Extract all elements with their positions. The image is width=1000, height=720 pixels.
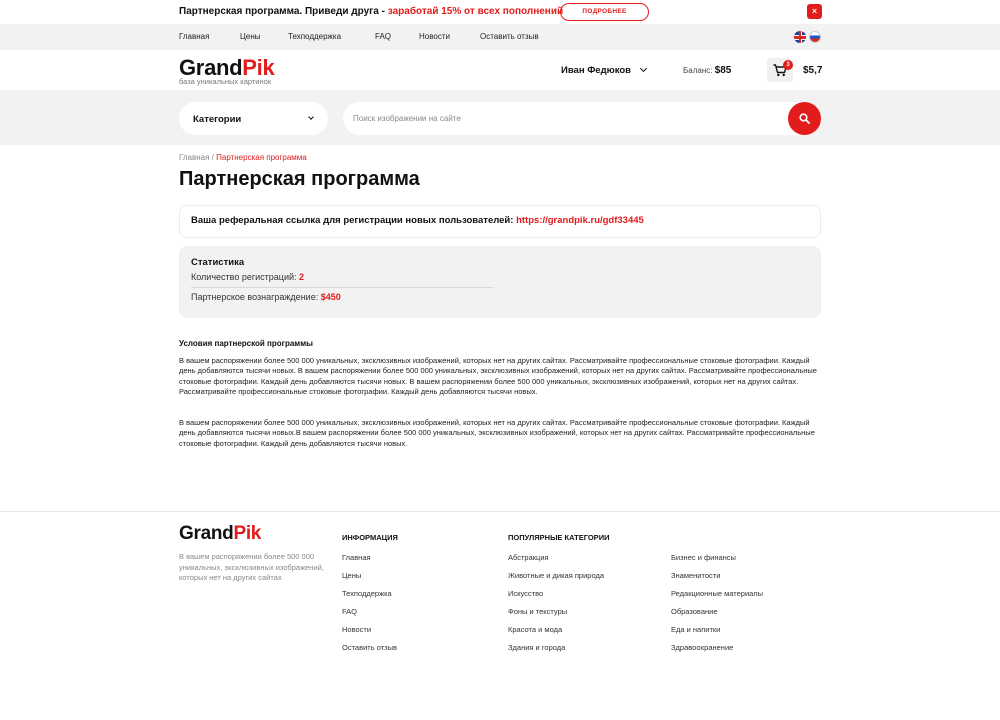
cart-amount: $5,7 [803,65,823,76]
flag-en-icon[interactable] [794,31,806,43]
categories-label: Категории [193,114,242,125]
footer-info-link[interactable]: Главная [342,553,371,562]
conditions-paragraph-2: В вашем распоряжении более 500 000 уникальных, эксклюзивных изображений, которых нет на других сайтах. Рассматривайте профессиональные стоковые фотографии. Каждый день добавляются тысячи новых.В вашем распоряжении более 500 000 уникальных, эксклюзивных изображений, которых нет на других сайтах. Рассматривайте профессиональные стоковые фотографии. Каждый день добавляются тысячи новых. [179,418,815,448]
cart-count-badge: 3 [783,60,793,70]
stats-title: Статистика [191,257,245,268]
footer-info-link[interactable]: Цены [342,571,362,580]
stat-reward [191,292,341,302]
balance-value: $85 [714,65,732,76]
nav-item-news[interactable]: Новости [419,32,450,41]
footer-category-link[interactable]: Образование [671,607,718,616]
breadcrumb [179,153,307,162]
flag-ru-icon[interactable] [809,31,821,43]
footer-info-link[interactable]: Техподдержка [342,589,392,598]
footer-category-link[interactable]: Красота и мода [508,625,563,634]
footer-category-link[interactable]: Животные и дикая природа [508,571,604,580]
footer-category-link[interactable]: Абстракция [508,553,549,562]
nav-item-faq[interactable]: FAQ [375,32,392,41]
footer-info-link[interactable]: Оставить отзыв [342,643,397,652]
footer-category-link[interactable]: Знаменитости [671,571,721,580]
user-menu[interactable]: Иван Федюков [561,65,632,76]
referral-link[interactable]: https://grandpik.ru/gdf33445 [516,215,644,226]
footer-category-link[interactable]: Здания и города [508,643,566,652]
footer-logo-grand: Grand [179,523,234,544]
search-input[interactable] [343,102,821,135]
balance [683,65,731,76]
page-title: Партнерская программа [179,168,420,190]
footer-info-heading: ИНФОРМАЦИЯ [342,533,398,542]
referral-text [191,215,644,226]
footer-category-link[interactable]: Редакционные материалы [671,589,764,598]
stat-registrations-value: 2 [299,272,305,282]
promo-text [179,6,563,17]
footer-category-link[interactable]: Фоны и текстуры [508,607,568,616]
footer-description: В вашем распоряжении более 500 000 уникальных, эксклюзивных изображений, которых нет на других сайтах [179,552,324,582]
stat-registrations-label: Количество регистраций: [191,272,299,282]
promo-close-button[interactable]: × [807,4,822,19]
conditions-paragraph-1: В вашем распоряжении более 500 000 уникальных, эксклюзивных изображений, которых нет на других сайтах. Рассматривайте профессиональные стоковые фотографии. Каждый день добавляются тысячи новых. В вашем распоряжении более 500 000 уникальных, эксклюзивных изображений, которых нет на других сайтах. Рассматривайте профессиональные стоковые фотографии. Каждый день добавляются тысячи новых. В вашем распоряжении более 500 000 уникальных, эксклюзивных изображений, которых нет на других сайтах. Рассматривайте профессиональные стоковые фотографии. Каждый день добавляются тысячи новых. [179,356,817,396]
footer-category-link[interactable]: Бизнес и финансы [671,553,736,562]
logo-grand: Grand [179,55,243,80]
breadcrumb-home[interactable]: Главная [179,153,210,162]
breadcrumb-separator: / [209,153,217,162]
nav-item-support[interactable]: Техподдержка [288,32,342,41]
footer-logo[interactable] [179,523,261,545]
nav-item-home[interactable]: Главная [179,32,210,41]
stats-divider [191,287,493,288]
promo-highlight: заработай 15% от всех пополнений [387,6,564,17]
footer-info-link[interactable]: Новости [342,625,372,634]
logo-tagline: база уникальных картинок [179,77,272,86]
promo-more-button[interactable]: ПОДРОБНЕЕ [560,3,649,21]
search-icon [799,113,810,124]
nav-item-prices[interactable]: Цены [240,32,261,41]
logo-pik: Pik [242,55,275,80]
balance-label: Баланс: [683,66,715,75]
promo-text-main: Партнерская программа. Приведи друга - [179,6,388,17]
footer-category-link[interactable]: Еда и напитки [671,625,721,634]
chevron-down-icon[interactable] [640,65,647,72]
footer-info-link[interactable]: FAQ [342,607,358,616]
stat-reward-value: $450 [320,292,341,302]
breadcrumb-current: Партнерская программа [216,153,307,162]
top-nav [0,24,1000,50]
stat-reward-label: Партнерское вознаграждение: [191,292,321,302]
search-button[interactable] [788,102,821,135]
footer-categories-heading: ПОПУЛЯРНЫЕ КАТЕГОРИИ [508,533,610,542]
footer-category-link[interactable]: Здравоохранение [671,643,734,652]
stat-registrations [191,272,304,282]
footer-divider [0,511,1000,512]
stats-panel [179,246,821,318]
footer-category-link[interactable]: Искусство [508,589,544,598]
referral-label: Ваша реферальная ссылка для регистрации новых пользователей: [191,215,517,226]
promo-bar [0,0,1000,24]
nav-item-feedback[interactable]: Оставить отзыв [480,32,539,41]
footer-logo-pik: Pik [233,523,262,544]
conditions-title: Условия партнерской программы [179,339,313,348]
